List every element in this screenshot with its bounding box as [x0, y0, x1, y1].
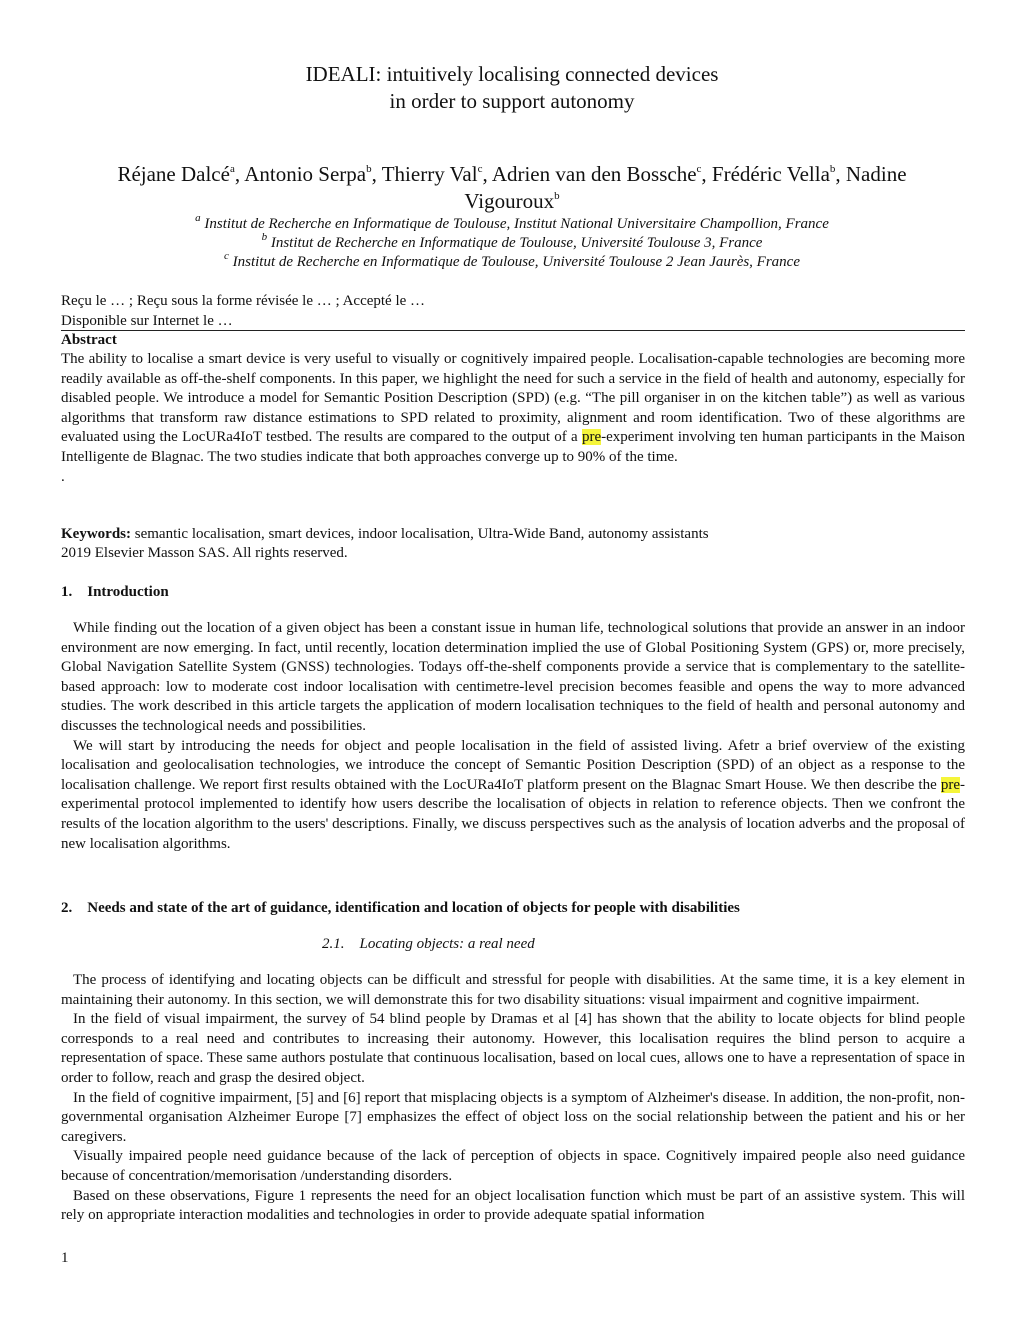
keywords-label: Keywords:: [61, 526, 131, 542]
received-dates: Reçu le … ; Reçu sous la forme révisée le … ; Accepté le …: [61, 293, 426, 309]
subsection-2-1-heading: 2.1. Locating objects: a real need: [322, 936, 535, 952]
title-line-2: in order to support autonomy: [389, 89, 635, 113]
affiliation-b: $^b$ Institut de Recherche en Informatique de Toulouse, Université Toulouse 3, France: [261, 231, 763, 251]
section-2-paragraph-1: The process of identifying and locating objects can be difficult and stressful for people with disabilities. At the same time, it is a key element in maintaining their autonomy. In this section, we will demonstrate this for two disability situations: visual impairment and cognitive impairment.: [61, 972, 965, 1008]
section-1-heading: 1. Introduction: [61, 584, 169, 600]
section-1-paragraph-1: While finding out the location of a given object has been a constant issue in human life, technological solutions that provide an answer in an indoor environment are now emerging. In fact, until recently, location determination implied the use of Global Positioning System (GPS) or, more precisely, Global Navigation Satellite System (GNSS) technologies. Todays off-the-shelf components provide a service that is complementary to the satellite-based approach: low to moderate cost indoor localisation with centimetre-level precision becomes feasible and opens the way to more advanced studies. The work described in this article targets the application of modern localisation techniques to the field of health and personal autonomy and discusses the technological needs and possibilities.: [61, 620, 965, 734]
copyright: 2019 Elsevier Masson SAS. All rights reserved.: [61, 545, 348, 561]
section-2-paragraph-2: In the field of visual impairment, the survey of 54 blind people by Dramas et al [4] has shown that the ability to locate objects for blind people corresponds to a real need and contributes to increasing their autonomy. However, this localisation requires the blind person to acquire a representation of space. These same authors postulate that continuous localisation, based on local cues, allows one to have a representation of space in order to follow, reach and grasp the desired object.: [61, 1011, 965, 1086]
section-1-paragraph-2: We will start by introducing the needs for object and people localisation in the field of assisted living. Afetr a brief overview of the existing localisation and geolocalisation technologies, we introduce the concept of Semantic Position Description (SPD) of an object as a response to the localisation challenge. We report first results obtained with the LocURa4IoT platform present on the Blagnac Smart House. We then describe the pre-experimental protocol implemented to identify how users describe the localisation of objects in relation to reference objects. Then we confront the results of the location algorithm to the users' descriptions. Finally, we discuss perspectives such as the analysis of location adverbs and the proposal of new localisation algorithms.: [61, 737, 965, 852]
author-1: Réjane Dalcé: [117, 162, 230, 186]
author-4: Adrien van den Bossche: [491, 162, 697, 186]
affiliations: [40, 212, 984, 272]
affiliation-a: $^a$ Institut de Recherche en Informatique de Toulouse, Institut National Universitaire Champollion, France: [195, 212, 829, 232]
abstract-text: The ability to localise a smart device is very useful to visually or cognitively impaired people. Localisation-capable technologies are becoming more readily available as off-the-shelf components. In this paper, we highlight the need for such a service in the field of health and autonomy, especially for disabled people. We introduce a model for Semantic Position Description (SPD) (e.g. “The pill organiser in on the kitchen table”) as well as various algorithms that transform raw distance estimations to SPD related to proximity, alignment and room identification. Two of these algorithms are evaluated using the LocURa4IoT testbed. The results are compared to the output of a pre-experiment involving ten human participants in the Maison Intelligente de Blagnac. The two studies indicate that both approaches converge up to 90% of the time. .: [61, 351, 966, 485]
title-line-1: IDEALI: intuitively localising connected devices: [305, 62, 719, 86]
keywords: Keywords: semantic localisation, smart devices, indoor localisation, Ultra-Wide Band, autonomy assistants: [61, 526, 709, 542]
section-2-body: [61, 971, 965, 1226]
section-2-paragraph-5: Based on these observations, Figure 1 represents the need for an object localisation function which must be part of an assistive system. This will rely on appropriate interaction modalities and technologies in order to provide adequate spatial information: [61, 1187, 965, 1224]
author-list: Réjane Dalcé$^a$, Antonio Serpa$^b$, Thierry Val$^c$, Adrien van den Bossche$^c$, Frédéric Vella$^b$, Nadine Vigouroux$^b$: [117, 162, 907, 213]
author-2: Antonio Serpa: [244, 162, 367, 186]
online-date: Disponible sur Internet le …: [61, 313, 233, 329]
highlight-pre-2: pre: [940, 776, 960, 793]
section-2-heading: 2. Needs and state of the art of guidance, identification and location of objects for people with disabilities: [61, 900, 740, 916]
affiliation-c: $^c$ Institut de Recherche en Informatique de Toulouse, Université Toulouse 2 Jean Jaurès, France: [223, 250, 801, 270]
section-2-paragraph-4: Visually impaired people need guidance because of the lack of perception of objects in space. Cognitively impaired people also need guidance because of concentration/memorisation /understanding disorders.: [61, 1148, 965, 1184]
paper-title: [0, 61, 1024, 115]
section-1-body: [61, 619, 965, 854]
highlight-pre: pre: [581, 429, 602, 446]
author-5: Frédéric Vella: [711, 162, 830, 186]
page-number: 1: [61, 1250, 69, 1266]
author-6-first: Nadine: [845, 162, 907, 186]
abstract-heading: Abstract: [61, 332, 117, 348]
author-6-last: Vigouroux: [464, 189, 555, 213]
author-3: Thierry Val: [381, 162, 478, 186]
section-2-paragraph-3: In the field of cognitive impairment, [5] and [6] report that misplacing objects is a symptom of Alzheimer's disease. In addition, the non-profit, non-governmental organisation Alzheimer Europe [7] emphasizes the effect of object loss on the social relationship between the patient and his or her caregivers.: [61, 1089, 965, 1145]
